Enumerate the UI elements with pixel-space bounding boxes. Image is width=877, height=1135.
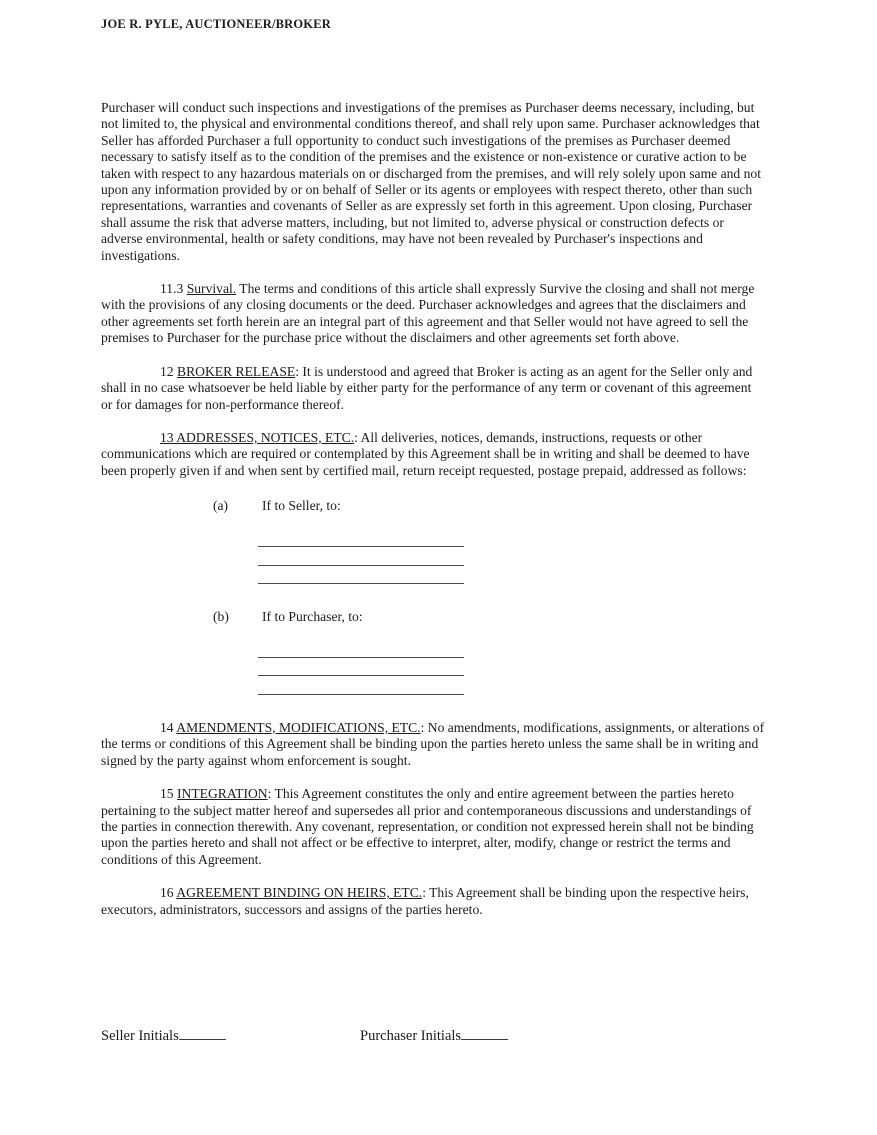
paragraph-text: : This Agreement shall be binding upon the respective heirs, executors, administrators, successors and assigns of the parties hereto.: [101, 885, 749, 917]
paragraph-text: : It is understood and agreed that Broker is acting as an agent for the Seller only and shall in no case whatsoever be held liable by either party for the performance of any term or covenant of this agreement or for damages for non-performance thereof.: [101, 363, 753, 412]
seller-initials-field: [101, 1026, 226, 1045]
paragraph-text: 11.3: [160, 281, 187, 297]
address-head: [213, 498, 766, 514]
paragraph-text: : This Agreement constitutes the only and entire agreement between the parties hereto pertaining to the subject matter hereof and supersedes all prior and contemporaneous discussions and understandings of the parties in connection therewith. Any covenant, representation, or condition not expressed herein shall not be binding upon the parties hereto and shall not affect or be effective to interpret, alter, modify, change or restrict the terms and conditions of this Agreement.: [101, 786, 754, 867]
document-header-title: JOE R. PYLE, AUCTIONEER/BROKER: [101, 17, 331, 31]
paragraph-addresses-notices: [101, 430, 766, 479]
paragraph-text: : All deliveries, notices, demands, instructions, requests or other communications which are required or contemplated by this Agreement shall be in writing and shall be deemed to have been properly given if and when sent by certified mail, return receipt requested, postage prepaid, addressed as follows:: [101, 429, 750, 478]
paragraph-text: 14: [160, 719, 177, 735]
purchaser-initials-blank: [461, 1026, 508, 1040]
address-blank-line: [258, 676, 464, 695]
paragraph-text: 16: [160, 885, 177, 901]
document-body: [101, 100, 766, 918]
purchaser-initials-field: [360, 1026, 508, 1045]
paragraph-integration: [101, 786, 766, 868]
address-blank-line: [258, 529, 464, 548]
paragraph-text: : No amendments, modifications, assignments, or alterations of the terms or conditions of this Agreement shall be binding upon the parties hereto unless the same shall be in writing and signed by the party against whom enforcement is sought.: [101, 719, 765, 768]
paragraph-survival: [101, 281, 766, 347]
notice-address-block-seller: [213, 498, 766, 584]
paragraph-binding-on-heirs: [101, 885, 766, 918]
address-blank-lines: [258, 529, 766, 585]
paragraph-text: Purchaser will conduct such inspections and investigations of the premises as Purchaser deems necessary, including, but not limited to, the physical and environmental conditions thereof, and shall rely upon same. Purchaser acknowledges that Seller has afforded Purchaser a full opportunity to conduct such investigations of the premises as Purchaser deemed necessary to satisfy itself as to the condition of the premises and the existence or non-existence or curative action to be taken with respect to any hazardous materials on or discharged from the premises, and will rely solely upon same and not upon any information provided by or on behalf of Seller or its agents or employees with respect thereto, other than such representations, warranties and covenants of Seller as are expressly set forth in this agreement. Upon closing, Purchaser shall assume the risk that adverse matters, including, but not limited to, adverse physical or construction defects or adverse environmental, health or safety conditions, may have not been revealed by Purchaser's inspections and investigations.: [101, 100, 761, 263]
section-heading-underlined: AGREEMENT BINDING ON HEIRS, ETC.: [176, 885, 423, 901]
address-blank-line: [258, 658, 464, 677]
paragraph-inspections-continuation: [101, 100, 766, 264]
address-blank-line: [258, 566, 464, 585]
section-heading-underlined: BROKER RELEASE: [177, 363, 296, 379]
paragraph-text: 12: [160, 363, 177, 379]
notice-address-block-purchaser: [213, 609, 766, 695]
address-blank-lines: [258, 639, 766, 695]
address-item-label: (b): [213, 609, 229, 625]
address-to-label: If to Purchaser, to:: [262, 609, 363, 625]
purchaser-initials-label: Purchaser Initials: [360, 1028, 462, 1044]
paragraph-broker-release: [101, 364, 766, 413]
paragraph-text: 15: [160, 786, 177, 802]
address-head: [213, 609, 766, 625]
address-to-label: If to Seller, to:: [262, 498, 341, 514]
section-heading-underlined: INTEGRATION: [177, 786, 268, 802]
address-blank-line: [258, 547, 464, 566]
seller-initials-label: Seller Initials: [101, 1028, 179, 1044]
address-item-label: (a): [213, 498, 229, 514]
section-heading-underlined: 13 ADDRESSES, NOTICES, ETC.: [160, 429, 355, 445]
paragraph-text: The terms and conditions of this article shall expressly Survive the closing and shall not merge with the provisions of any closing documents or the deed. Purchaser acknowledges and agrees that the disclaimers and other agreements set forth herein are an integral part of this agreement and that Seller would not have agreed to sell the premises to Purchaser for the purchase price without the disclaimers and other agreements set forth above.: [101, 281, 755, 346]
section-heading-underlined: Survival.: [186, 281, 237, 297]
paragraph-amendments-modifications: [101, 720, 766, 769]
section-heading-underlined: AMENDMENTS, MODIFICATIONS, ETC.: [176, 719, 421, 735]
address-blank-line: [258, 639, 464, 658]
seller-initials-blank: [179, 1026, 226, 1040]
